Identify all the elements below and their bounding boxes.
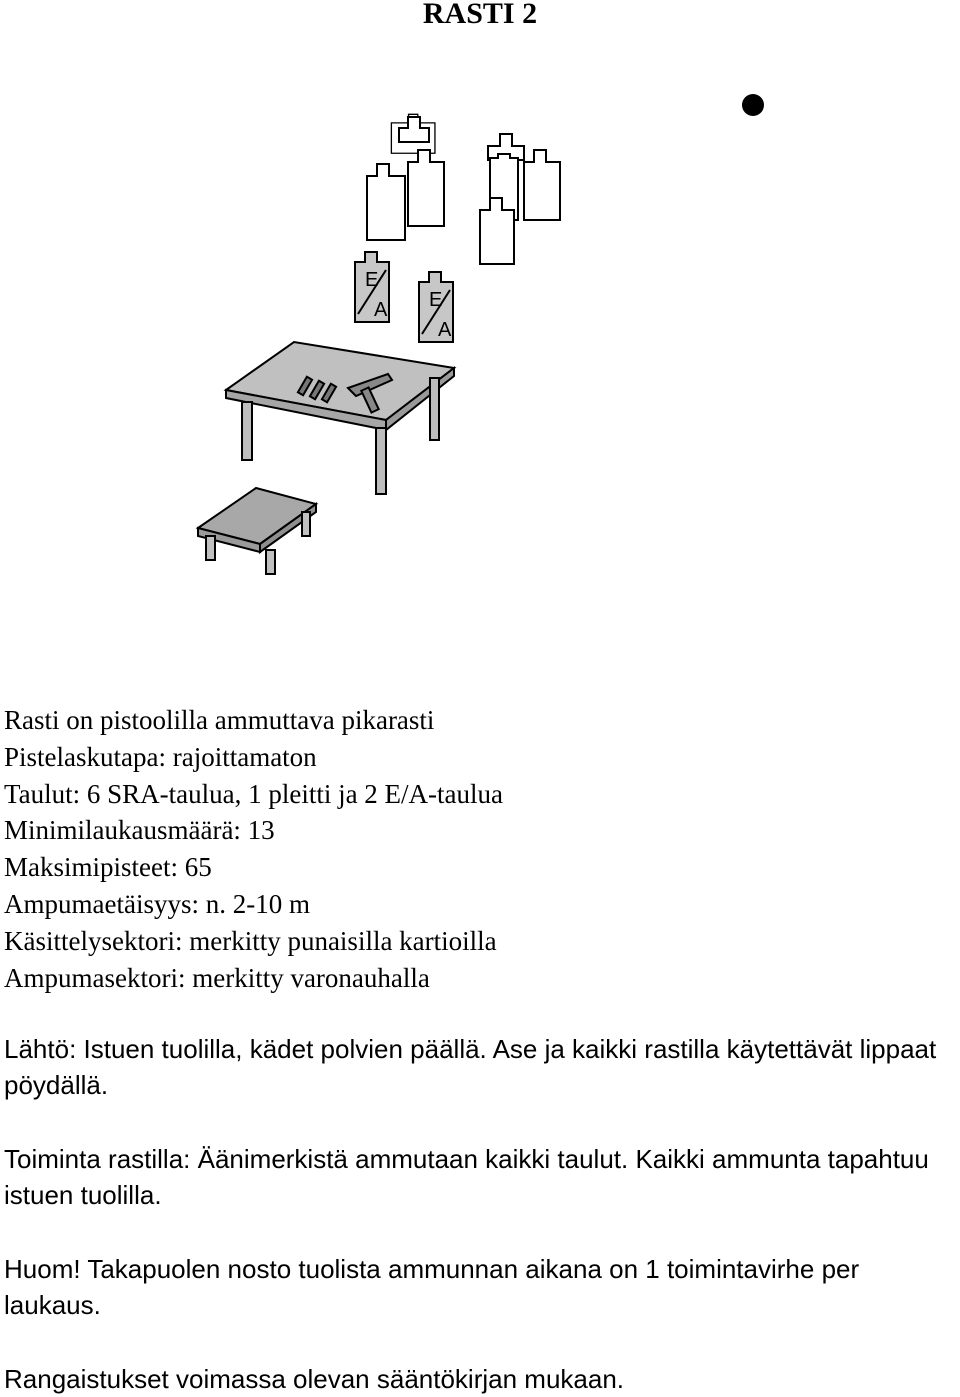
- info-line: Käsittelysektori: merkitty punaisilla kartioilla: [4, 925, 497, 956]
- info-line: Maksimipisteet: 65: [4, 852, 212, 883]
- info-line: Rasti on pistoolilla ammuttava pikarasti: [4, 705, 435, 735]
- sra-target-2: [367, 164, 405, 240]
- plate-target: [742, 94, 764, 116]
- ea-letter-e: E: [365, 269, 379, 291]
- sra-target-3: [408, 150, 444, 226]
- penalties-paragraph: Rangaistukset voimassa olevan sääntökirjan mukaan.: [4, 1364, 625, 1394]
- ea-target-2: [419, 272, 453, 342]
- sra-target-1b: [399, 117, 429, 142]
- ea-target-1: [355, 252, 389, 322]
- stool: [198, 488, 316, 574]
- note-paragraph: Huom! Takapuolen nosto tuolista ammunnan aikana on 1 toimintavirhe per laukaus.: [4, 1254, 860, 1320]
- info-line: Pistelaskutapa: rajoittamaton: [4, 741, 317, 772]
- ea-letter-a: A: [438, 319, 452, 341]
- info-line: Ampumasektori: merkitty varonauhalla: [4, 962, 430, 993]
- info-line: Taulut: 6 SRA-taulua, 1 pleitti ja 2 E/A-taulua: [4, 778, 504, 809]
- page-title: RASTI 2: [422, 0, 538, 30]
- stage-procedure-paragraph: Toiminta rastilla: Äänimerkistä ammutaan kaikki taulut. Kaikki ammunta tapahtuu istuen tuolilla.: [4, 1144, 929, 1210]
- stage-info: [4, 702, 956, 996]
- sra-target-5: [524, 150, 560, 220]
- ea-letter-e: E: [429, 289, 443, 311]
- table: [226, 342, 454, 494]
- stage-diagram: [190, 80, 790, 580]
- info-line: Ampumaetäisyys: n. 2-10 m: [4, 888, 310, 919]
- start-position-paragraph: Lähtö: Istuen tuolilla, kädet polvien päällä. Ase ja kaikki rastilla käytettävät lippaat pöydällä.: [4, 1034, 937, 1100]
- info-line: Minimilaukausmäärä: 13: [4, 815, 275, 846]
- ea-letter-a: A: [374, 299, 388, 321]
